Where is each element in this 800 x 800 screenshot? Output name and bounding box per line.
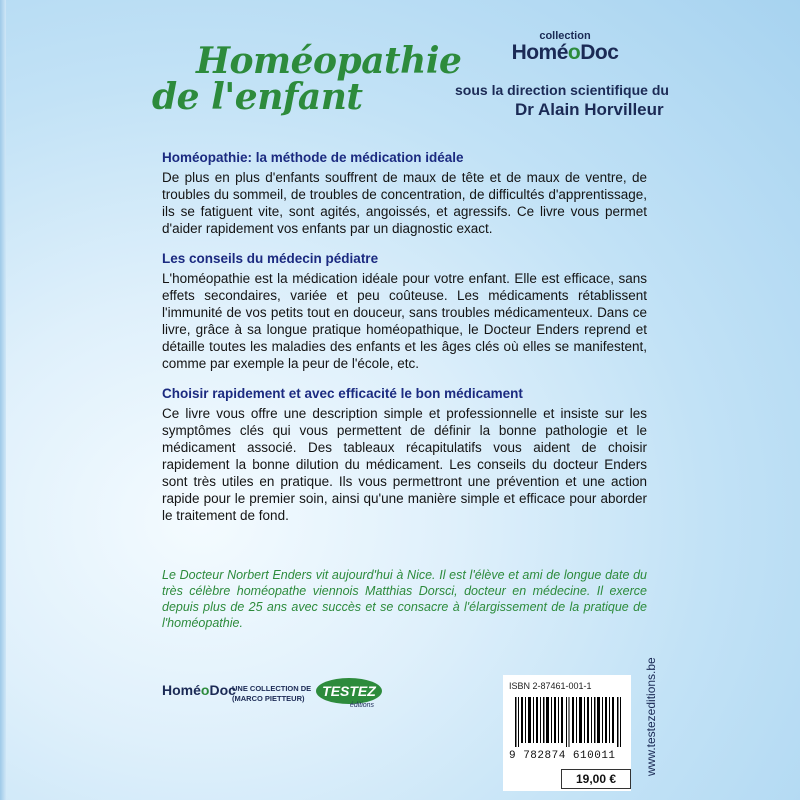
section-1: [162, 150, 647, 237]
footer-logo-prefix: Homé: [162, 682, 201, 698]
price-tag: 19,00 €: [561, 769, 631, 789]
section-heading: Choisir rapidement et avec efficacité le bon médicament: [162, 386, 523, 401]
collection-credit: [232, 684, 311, 704]
author-bio: Le Docteur Norbert Enders vit aujourd'hui à Nice. Il est l'élève et ami de longue date du très célèbre homéopathe viennois Matthias Dorsci, docteur en médecine. Il exerce depuis plus de 25 ans avec succès et se consacre à l'élargissement de la pratique de l'homéopathie.: [162, 568, 647, 630]
footer-logo-o: o: [200, 682, 210, 698]
logo-suffix: Doc: [580, 41, 619, 64]
footer-logos: [162, 680, 482, 712]
testez-editions-logo: [314, 676, 384, 710]
author-name: Dr Alain Horvilleur: [515, 100, 664, 119]
section-text: L'homéopathie est la médication idéale pour votre enfant. Elle est efficace, sans effets secondaires, variée et peu coûteuse. Les médicaments rétablissent l'immunité de vos petits tout en douceur, sans troubles médicamenteux. Dans ce livre, grâce à sa longue pratique homéopathique, le Docteur Enders reprend et détaille toutes les maladies des enfants et les âges clés où elles se manifestent, comme par exemple la peur de l'école, etc.: [162, 271, 647, 371]
logo-o: o: [567, 41, 581, 64]
section-heading: Les conseils du médecin pédiatre: [162, 251, 379, 266]
section-3: [162, 386, 647, 524]
collection-credit-line1: UNE COLLECTION DE: [232, 684, 312, 693]
publisher-website: www.testezeditions.be: [644, 657, 658, 776]
footer-logo-suffix: Doc: [209, 682, 236, 698]
testez-logo-sub: éditions: [349, 702, 375, 709]
testez-logo-text: TESTEZ: [322, 683, 376, 699]
cover-edge: [0, 0, 6, 800]
footer-homeodoc-logo: [162, 682, 236, 698]
isbn-label: [503, 675, 631, 791]
isbn-number: ISBN 2-87461-001-1: [509, 681, 592, 691]
section-heading: Homéopathie: la méthode de médication idéale: [162, 150, 464, 165]
book-title: [152, 40, 462, 140]
barcode-icon: [513, 697, 623, 747]
section-text: Ce livre vous offre une description simple et professionnelle et insiste sur les symptômes clés qui vous permettent de définir la bonne pathologie et le médicament associé. Des tableaux récapitulatifs vous aident de choisir rapidement la bonne dilution du médicament. Les conseils du docteur Enders sont très utiles en pratique. Ils vous permettront une prévention et une action rapide pour le premier soin, ainsi qu'une manière simple et efficace pour aborder le traitement de fond.: [162, 406, 647, 523]
title-line-2: de l'enfant: [152, 76, 363, 118]
barcode-number: 9 782874 610011: [509, 750, 616, 762]
collection-label: collection: [539, 30, 591, 42]
section-text: De plus en plus d'enfants souffrent de maux de tête et de maux de ventre, de troubles du sommeil, de troubles de concentration, de difficultés d'apprentissage, ils se fatiguent vite, sont agités, angoissés, et agressifs. Ce livre vous permet d'aider rapidement vos enfants par un diagnostic exact.: [162, 170, 647, 236]
title-line-1: Homéopathie: [196, 40, 462, 82]
direction-text: sous la direction scientifique du: [455, 82, 669, 98]
homeodoc-logo: [505, 42, 625, 64]
section-2: [162, 251, 647, 372]
collection-logo: [505, 30, 625, 64]
collection-credit-line2: (MARCO PIETTEUR): [232, 694, 305, 703]
logo-prefix: Homé: [511, 41, 568, 64]
description-sections: [162, 150, 647, 538]
